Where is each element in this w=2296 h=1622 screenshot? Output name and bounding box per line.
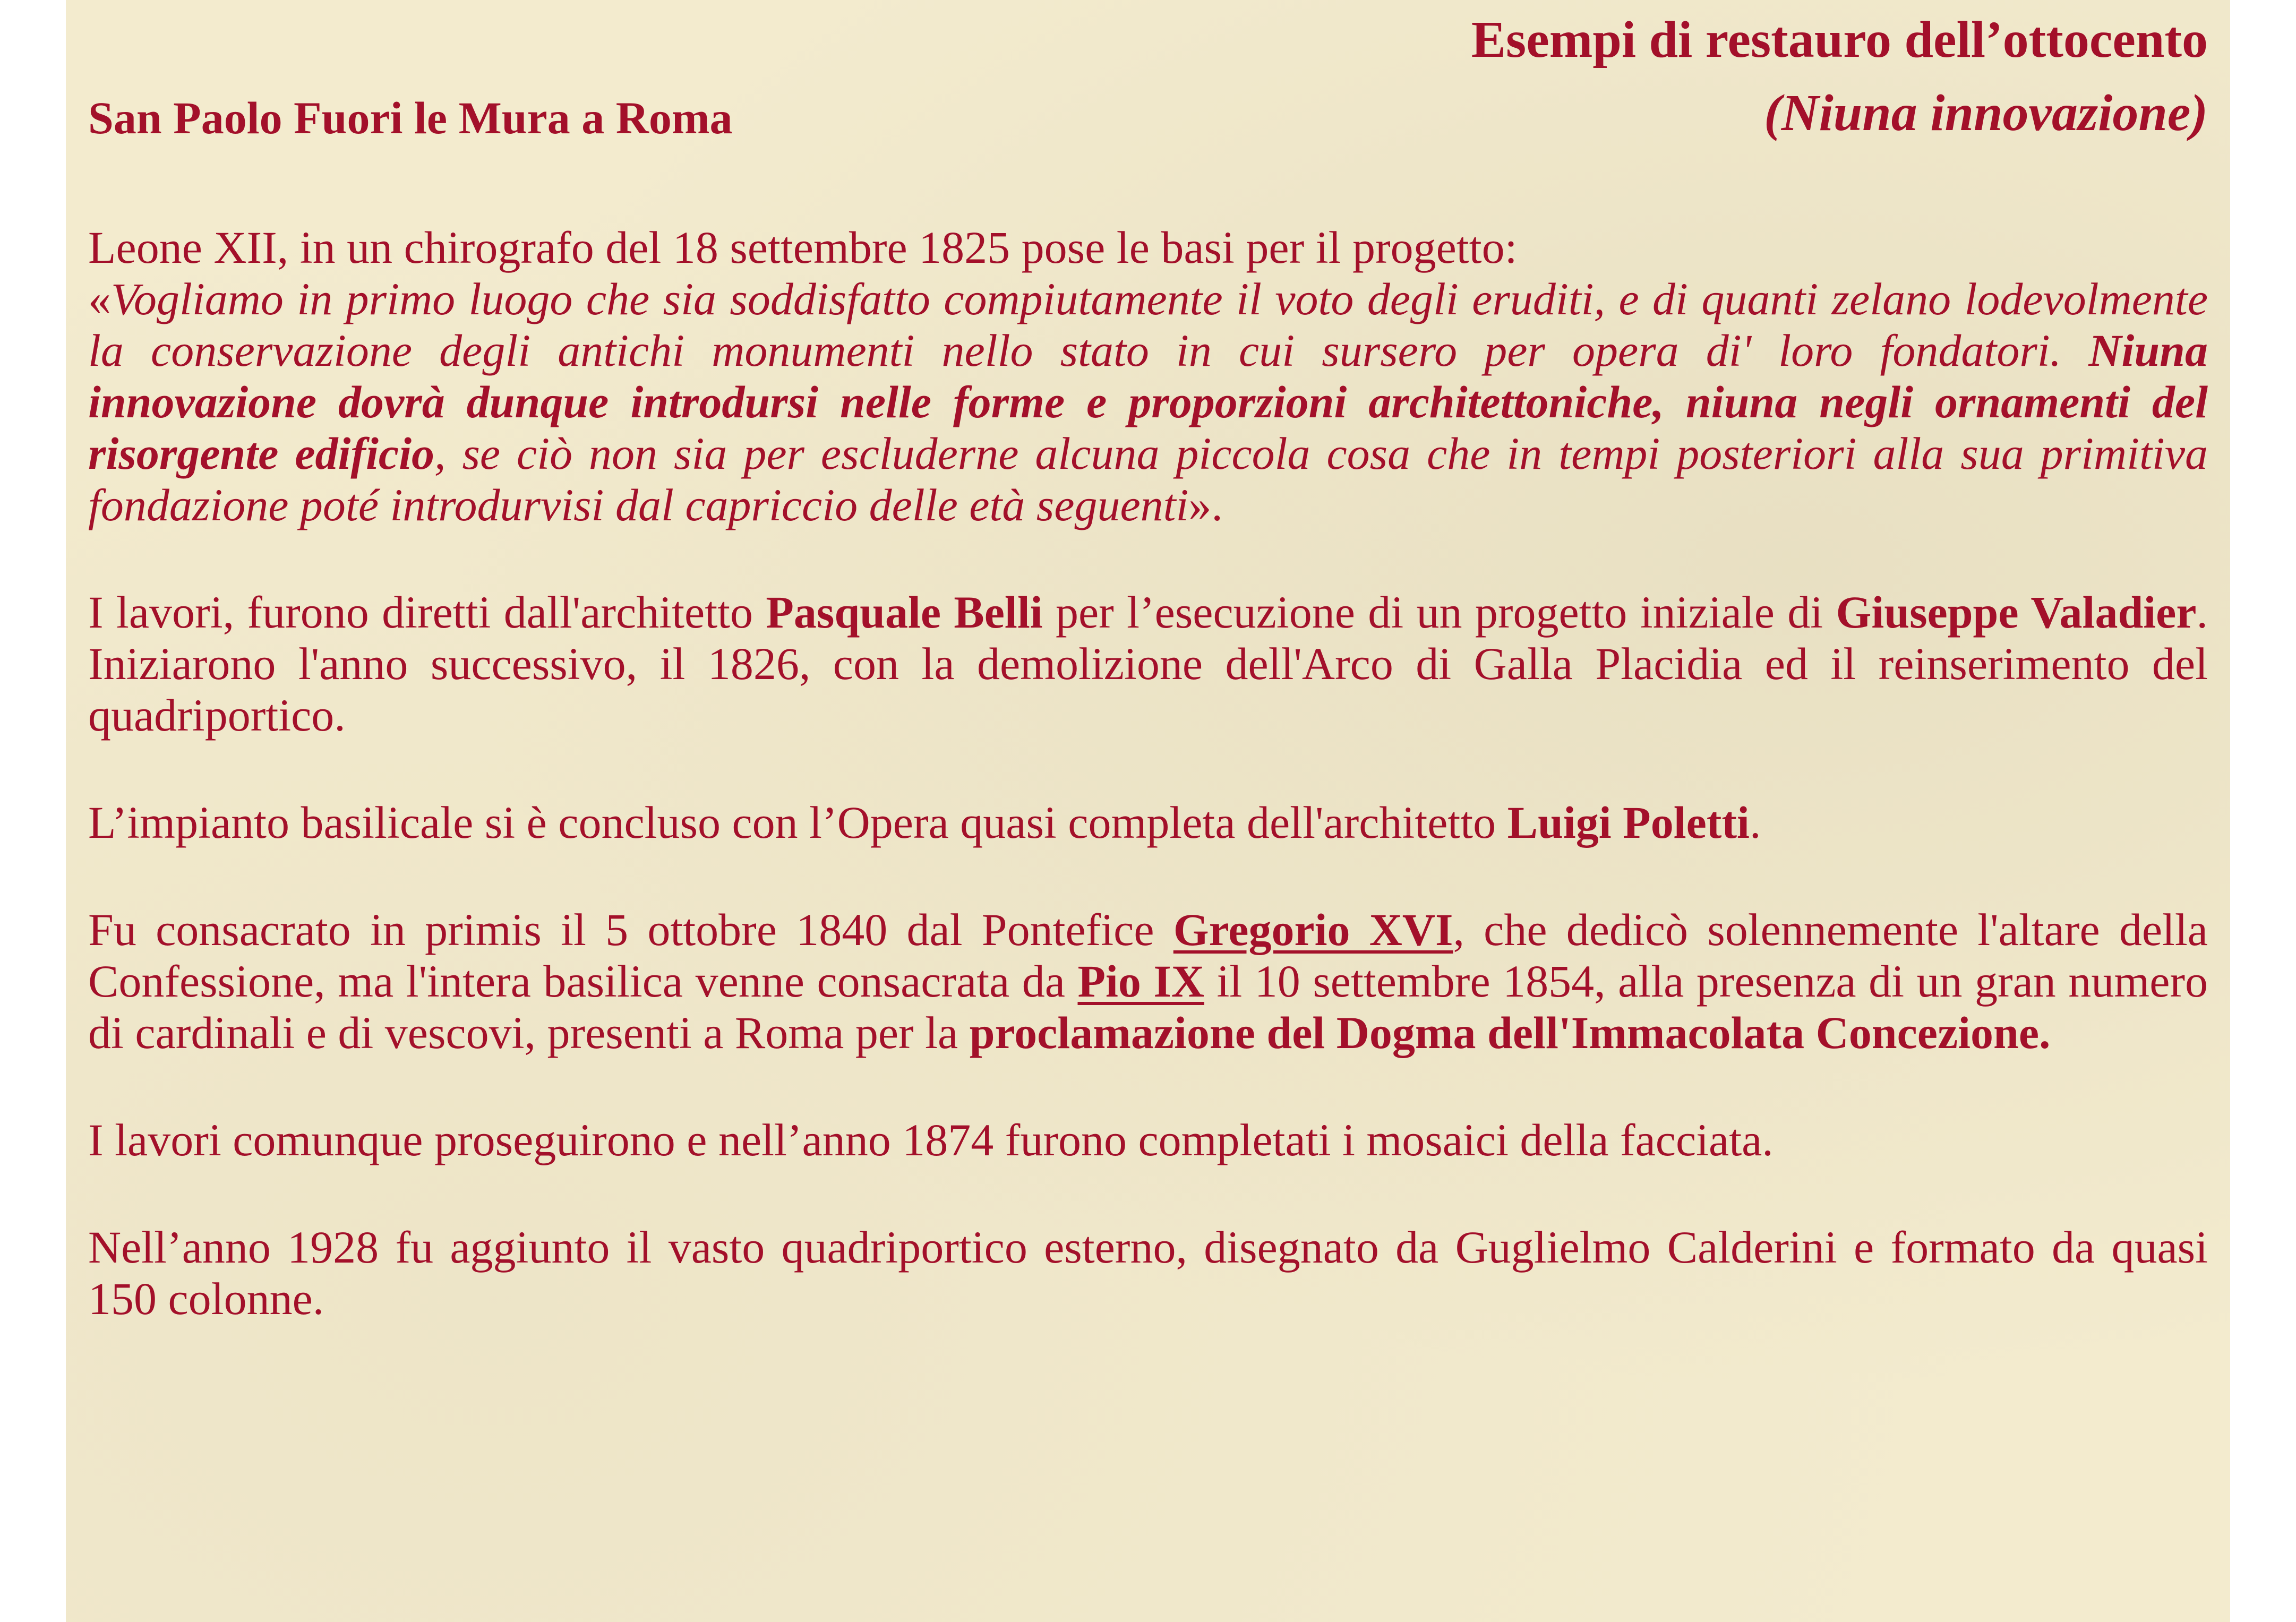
page-content <box>88 0 2208 1325</box>
quote-open: « <box>88 273 111 324</box>
page-subtitle: (Niuna innovazione) <box>1764 84 2208 142</box>
lavori-paragraph <box>88 587 2208 741</box>
page-header <box>88 0 2208 159</box>
impianto-paragraph <box>88 797 2208 848</box>
link-pio-ix[interactable]: Pio IX <box>1077 956 1204 1007</box>
quote-text-2: , se ciò non sia per escluderne alcuna piccola cosa che in tempi posteriori alla sua primitiva fondazione poté introdurvisi dal capriccio delle età seguenti <box>88 428 2208 530</box>
link-gregorio-xvi[interactable]: Gregorio XVI <box>1173 904 1453 955</box>
quadriportico-paragraph: Nell’anno 1928 fu aggiunto il vasto quadriportico esterno, disegnato da Guglielmo Calderini e formato da quasi 150 colonne. <box>88 1222 2208 1324</box>
quote-text-1: Vogliamo in primo luogo che sia soddisfatto compiutamente il voto degli eruditi, e di quanti zelano lodevolmente la conservazione degli antichi monumenti nello stato in cui sursero per opera di' loro fondatori. <box>88 273 2208 376</box>
page-title: Esempi di restauro dell’ottocento <box>1471 11 2208 68</box>
quote-bold-text: Niuna innovazione dovrà dunque introdursi nelle forme e proporzioni architettoniche, niuna negli ornamenti del risorgente edificio <box>88 325 2208 479</box>
quote-paragraph <box>88 273 2208 531</box>
impianto-text-1: L’impianto basilicale si è concluso con l’Opera quasi completa dell'architetto <box>88 797 1507 848</box>
consacrazione-paragraph <box>88 904 2208 1059</box>
name-pasquale-belli: Pasquale Belli <box>766 587 1043 638</box>
quote-close: ». <box>1188 479 1223 530</box>
dogma-proclamation: proclamazione del Dogma dell'Immacolata Concezione. <box>969 1007 2051 1058</box>
mosaici-paragraph: I lavori comunque proseguirono e nell’anno 1874 furono completati i mosaici della facciata. <box>88 1114 1774 1165</box>
lavori-text-3: . Iniziarono l'anno successivo, il 1826, con la demolizione dell'Arco di Galla Placidia ed il reinserimento del quadriportico. <box>88 587 2208 741</box>
document-page <box>66 0 2230 1622</box>
name-luigi-poletti: Luigi Poletti <box>1507 797 1750 848</box>
location-heading: San Paolo Fuori le Mura a Roma <box>88 92 733 143</box>
intro-paragraph: Leone XII, in un chirografo del 18 settembre 1825 pose le basi per il progetto: <box>88 222 1518 273</box>
lavori-text-1: I lavori, furono diretti dall'architetto <box>88 587 766 638</box>
consacrazione-text-1: Fu consacrato in primis il 5 ottobre 1840 dal Pontefice <box>88 904 1173 955</box>
consacrazione-text-3: il 10 settembre 1854, alla presenza di un gran numero di cardinali e di vescovi, presenti a Roma per la <box>88 956 2208 1058</box>
lavori-text-2: per l’esecuzione di un progetto iniziale di <box>1042 587 1836 638</box>
name-giuseppe-valadier: Giuseppe Valadier <box>1836 587 2197 638</box>
impianto-text-2: . <box>1749 797 1761 848</box>
consacrazione-text-2: , che dedicò solennemente l'altare della Confessione, ma l'intera basilica venne consacrata da <box>88 904 2208 1007</box>
